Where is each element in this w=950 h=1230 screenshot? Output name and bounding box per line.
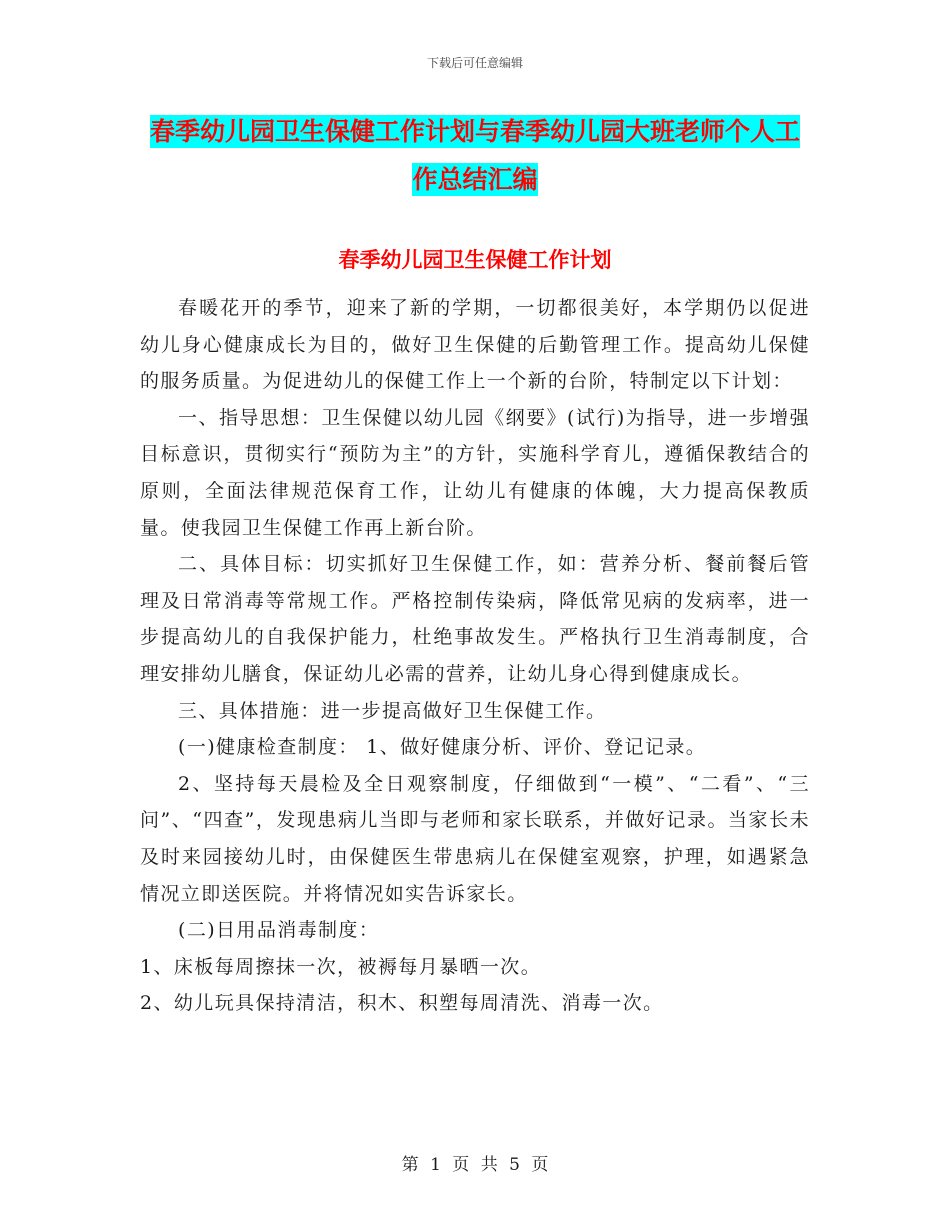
section-title: 春季幼儿园卫生保健工作计划 — [338, 247, 612, 272]
paragraph-specific-goals: 二、具体目标：切实抓好卫生保健工作，如：营养分析、餐前餐后管理及日常消毒等常规工作。严格控制传染病，降低常见病的发病率，进一步提高幼儿的自我保护能力，杜绝事故发生。严格执行卫生消毒制度，合理安排幼儿膳食，保证幼儿必需的营养，让幼儿身心得到健康成长。 — [140, 553, 810, 685]
document-title — [140, 108, 810, 204]
paragraph-morning-check: 2、坚持每天晨检及全日观察制度，仔细做到“一模”、“二看”、“三问”、“四查”，发现患病儿当即与老师和家长联系，并做好记录。当家长未及时来园接幼儿时，由保健医生带患病儿在保健室观察，护理，如遇紧急情况立即送医院。并将情况如实告诉家长。 — [140, 772, 810, 905]
paragraph-specific-measures: 三、具体措施：进一步提高做好卫生保健工作。 — [178, 699, 607, 722]
header-note: 下载后可任意编辑 — [426, 56, 523, 70]
page-indicator: 第 1 页 共 5 页 — [401, 1155, 549, 1175]
paragraph-intro: 春暖花开的季节，迎来了新的学期，一切都很美好，本学期仍以促进幼儿身心健康成长为目的，做好卫生保健的后勤管理工作。提高幼儿保健的服务质量。为促进幼儿的保健工作上一个新的台阶，特制定以下计划： — [140, 297, 810, 393]
document-body — [140, 290, 810, 1022]
paragraph-health-check: (一)健康检查制度： 1、做好健康分析、评价、登记记录。 — [178, 736, 707, 759]
paragraph-bedding: 1、床板每周擦抹一次，被褥每月暴晒一次。 — [140, 955, 542, 978]
paragraph-guiding-thought: 一、指导思想：卫生保健以幼儿园《纲要》(试行)为指导，进一步增强目标意识，贯彻实行“预防为主”的方针，实施科学育儿，遵循保教结合的原则，全面法律规范保育工作，让幼儿有健康的体魄，大力提高保教质量。使我园卫生保健工作再上新台阶。 — [140, 406, 810, 539]
paragraph-toys: 2、幼儿玩具保持清洁，积木、积塑每周清洗、消毒一次。 — [140, 992, 664, 1015]
paragraph-disinfection-heading: (二)日用品消毒制度： — [178, 919, 380, 942]
document-title-text: 春季幼儿园卫生保健工作计划与春季幼儿园大班老师个人工作总结汇编 — [149, 117, 800, 194]
